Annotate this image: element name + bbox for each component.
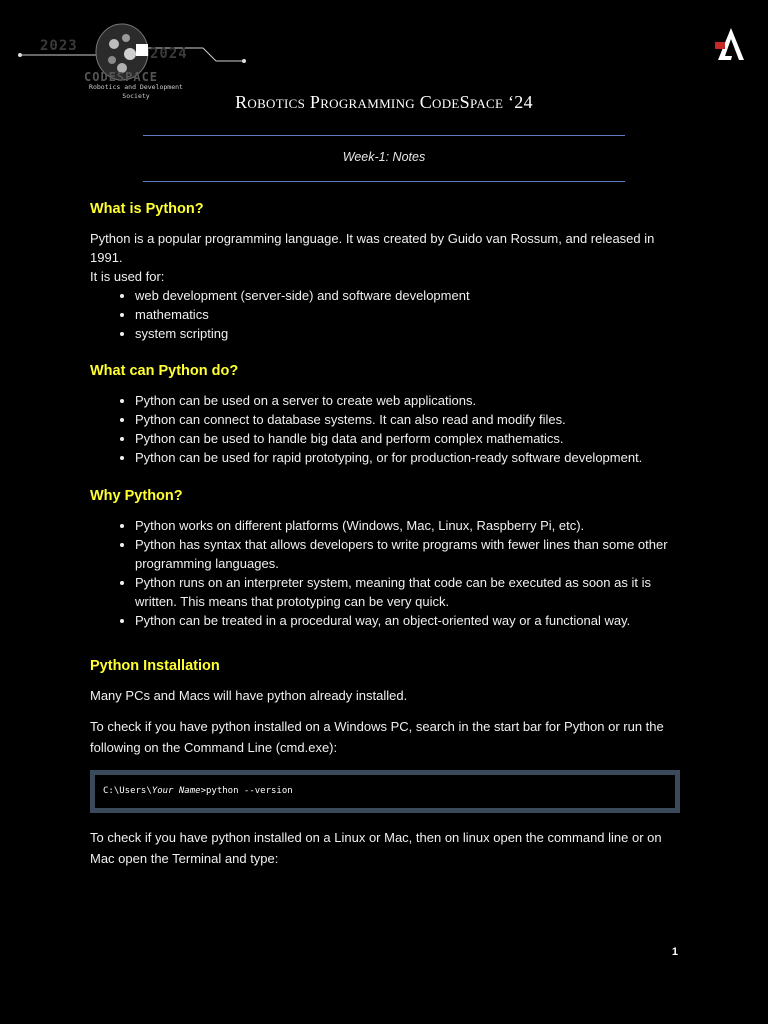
logo-year-right: 2024	[150, 46, 188, 62]
logo-year-left: 2023	[40, 38, 78, 54]
title-rule-bottom	[143, 181, 625, 182]
list-item: • Python can be used on a server to create web applications.	[135, 391, 680, 410]
code-prefix: C:\Users\	[103, 786, 152, 796]
code-italic: Your Name	[151, 786, 201, 796]
list-item: • Python runs on an interpreter system, meaning that code can be executed as soon as it is written. This means that prototyping can be very quick.	[135, 573, 680, 611]
logo-society-line1: Robotics and Development	[89, 83, 183, 91]
list-item: • Python works on different platforms (Windows, Mac, Linux, Raspberry Pi, etc).	[135, 516, 680, 535]
heading-what-can-python-do: What can Python do?	[90, 363, 239, 379]
list-item: • mathematics	[135, 305, 680, 324]
page-number: 1	[671, 946, 678, 958]
page-title: Robotics Programming CodeSpace ‘24	[235, 92, 533, 112]
install-para-1: Many PCs and Macs will have python already installed.	[90, 688, 408, 703]
can-list	[90, 391, 680, 467]
notes-content	[90, 200, 680, 869]
what-para-2: It is used for:	[90, 269, 165, 284]
what-list	[90, 286, 680, 343]
heading-python-installation: Python Installation	[90, 658, 220, 674]
what-para-1: Python is a popular programming language. It was created by Guido van Rossum, and released in 1991.	[90, 231, 655, 265]
heading-what-is-python: What is Python?	[90, 201, 204, 217]
list-item: • web development (server-side) and software development	[135, 286, 680, 305]
brand-a-logo-icon	[714, 26, 750, 62]
list-item: • Python can connect to database systems. It can also read and modify files.	[135, 410, 680, 429]
heading-why-python: Why Python?	[90, 488, 183, 504]
install-para-3: To check if you have python installed on a Linux or Mac, then on linux open the command line or on Mac open the Terminal and type:	[90, 830, 662, 866]
list-item: • Python can be used for rapid prototyping, or for production-ready software development.	[135, 448, 680, 467]
list-item: • Python has syntax that allows developers to write programs with fewer lines than some other programming languages.	[135, 535, 680, 573]
code-block[interactable]	[90, 770, 680, 813]
logo-society-line2: Society	[122, 92, 150, 100]
list-item: • Python can be used to handle big data and perform complex mathematics.	[135, 429, 680, 448]
list-item: • Python can be treated in a procedural way, an object-oriented way or a functional way.	[135, 611, 680, 630]
list-item: • system scripting	[135, 324, 680, 343]
logo-name: CODESPACE	[84, 70, 159, 84]
why-list	[90, 516, 680, 630]
page-subtitle: Week-1: Notes	[342, 150, 426, 164]
install-para-2: To check if you have python installed on a Windows PC, search in the start bar for Python or run the following on the Command Line (cmd.exe):	[90, 719, 664, 755]
title-rule-top	[143, 135, 625, 136]
code-suffix: >python --version	[200, 786, 293, 796]
